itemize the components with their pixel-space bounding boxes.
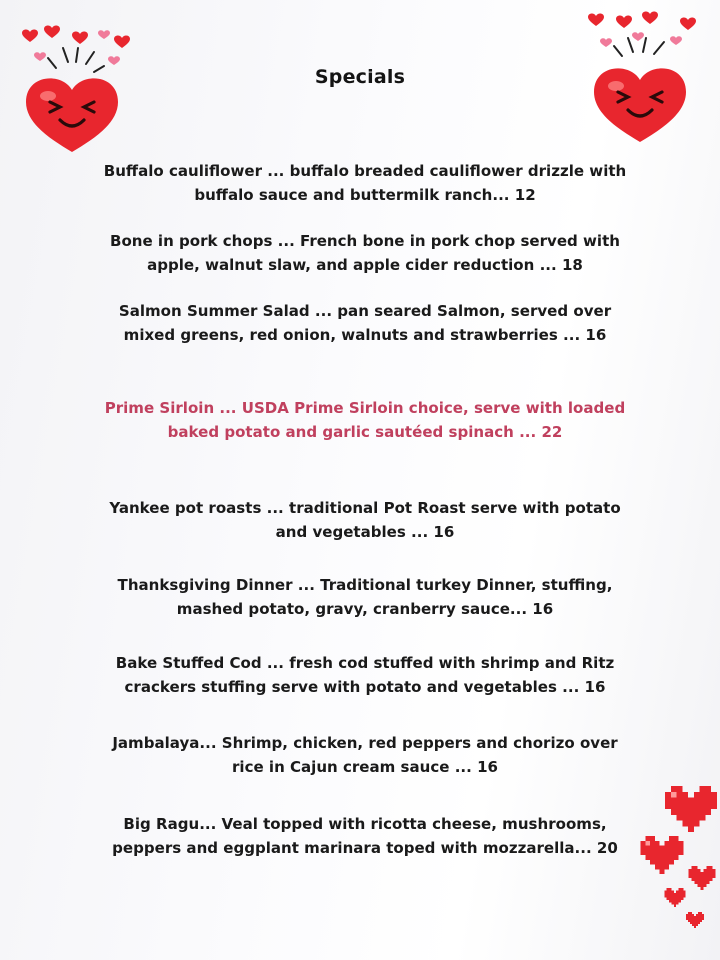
pixel-heart-icon (664, 888, 686, 907)
menu-item-line: Yankee pot roasts ... traditional Pot Roast serve with potato (109, 499, 621, 517)
menu-item-line: mixed greens, red onion, walnuts and strawberries ... 16 (123, 326, 607, 344)
menu-item-line: baked potato and garlic sautéed spinach ... 22 (167, 423, 563, 441)
menu-item-jambalaya (69, 731, 661, 779)
menu-item-line: crackers stuffing serve with potato and vegetables ... 16 (124, 678, 606, 696)
pixel-heart-icon (664, 786, 718, 832)
menu-item-line: Prime Sirloin ... USDA Prime Sirloin choice, serve with loaded (104, 399, 626, 417)
menu-item-pork-chops (69, 229, 661, 277)
menu-item-line: Big Ragu... Veal topped with ricotta cheese, mushrooms, (123, 815, 607, 833)
pixel-heart-icon (688, 866, 716, 890)
menu-item-buffalo-cauliflower (69, 159, 661, 207)
menu-item-line: Salmon Summer Salad ... pan seared Salmon, served over (118, 302, 612, 320)
menu-item-line: peppers and eggplant marinara toped with mozzarella... 20 (112, 839, 618, 857)
menu-item-line: apple, walnut slaw, and apple cider reduction ... 18 (147, 256, 583, 274)
menu-item-line: Bake Stuffed Cod ... fresh cod stuffed with shrimp and Ritz (115, 654, 615, 672)
menu-item-thanksgiving-dinner (69, 573, 661, 621)
menu-item-prime-sirloin (69, 396, 661, 444)
pixel-heart-icon (640, 836, 684, 874)
menu-item-big-ragu (69, 812, 661, 860)
menu-item-line: and vegetables ... 16 (275, 523, 455, 541)
menu-item-line: Bone in pork chops ... French bone in pork chop served with (109, 232, 620, 250)
menu-item-line: Jambalaya... Shrimp, chicken, red peppers and chorizo over (112, 734, 618, 752)
menu-item-pot-roast (69, 496, 661, 544)
menu-item-stuffed-cod (69, 651, 661, 699)
menu-item-line: mashed potato, gravy, cranberry sauce... 16 (176, 600, 554, 618)
menu-item-line: buffalo sauce and buttermilk ranch... 12 (194, 186, 536, 204)
pixel-heart-icon (686, 912, 704, 928)
menu-item-salmon-salad (69, 299, 661, 347)
menu-item-line: Buffalo cauliflower ... buffalo breaded cauliflower drizzle with (103, 162, 627, 180)
menu-item-line: Thanksgiving Dinner ... Traditional turkey Dinner, stuffing, (117, 576, 613, 594)
menu-title: Specials (314, 66, 406, 88)
menu-item-line: rice in Cajun cream sauce ... 16 (232, 758, 498, 776)
smiling-heart-emoji-icon (18, 22, 136, 154)
